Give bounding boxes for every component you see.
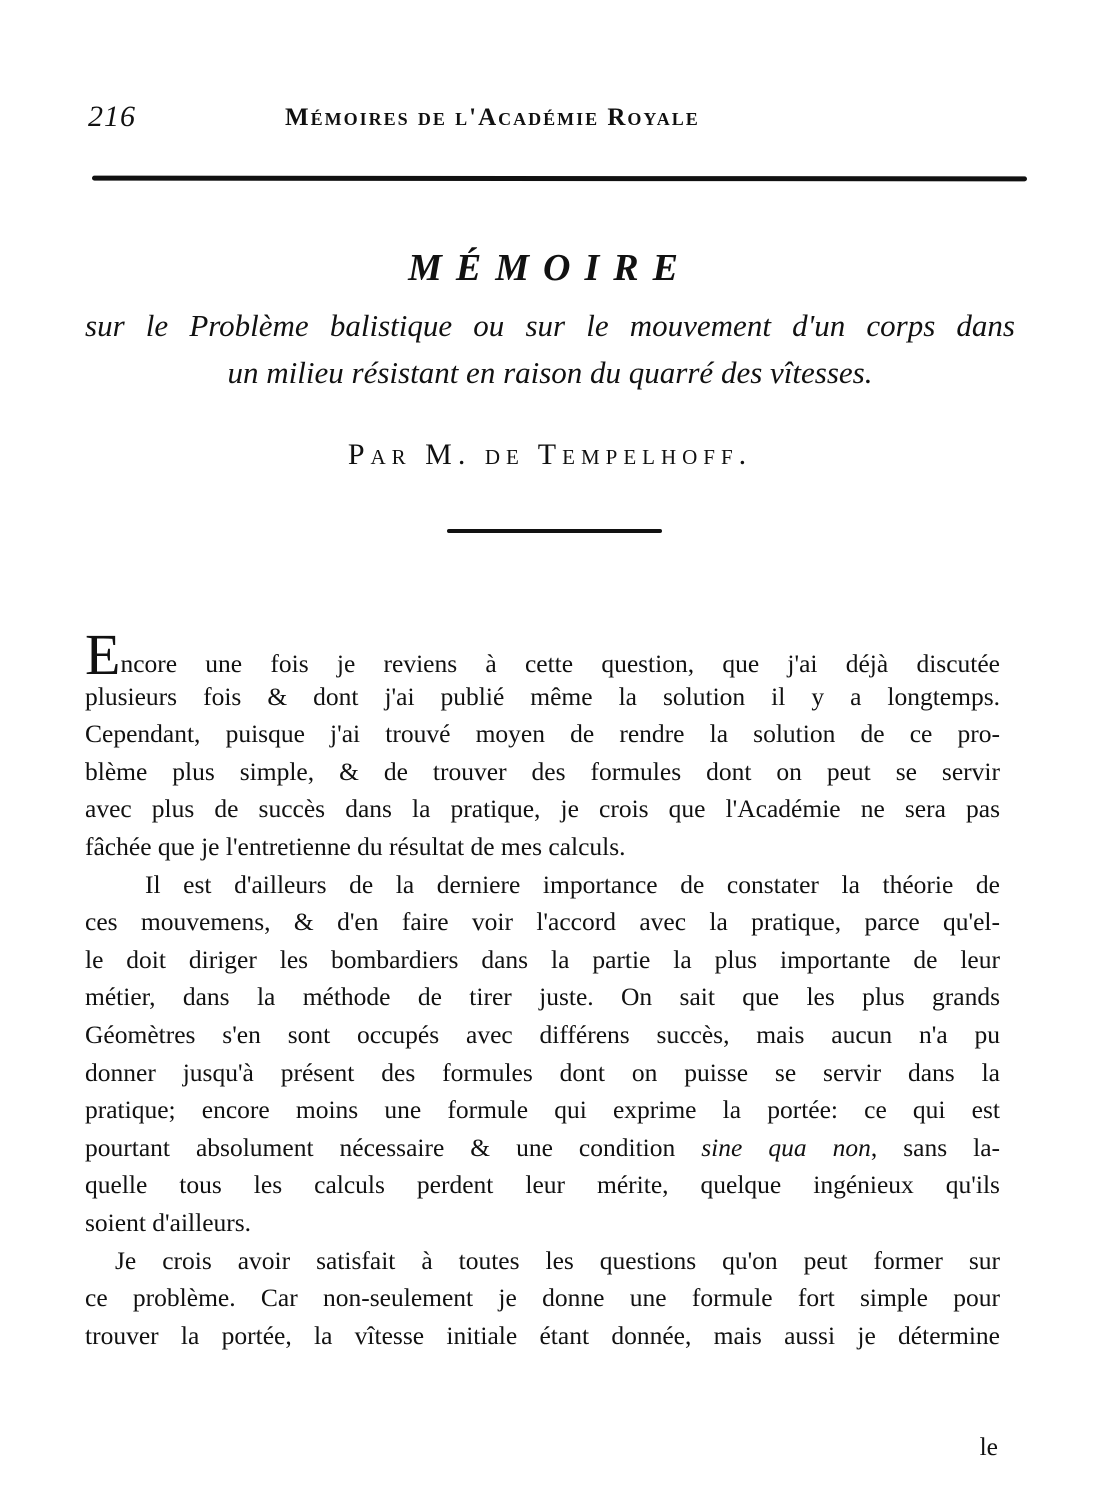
text-span: ncore une fois je reviens à cette question, que j'ai déjà discutée: [120, 649, 1000, 678]
text-line: métier, dans la méthode de tirer juste. On sait que les plus grands: [85, 982, 1000, 1012]
subtitle-line-2: un milieu résistant en raison du quarré des vîtesses.: [227, 355, 873, 390]
text-line: [85, 622, 1000, 687]
subtitle-line-1: sur le Problème balistique ou sur le mouvement d'un corps dans: [85, 308, 1015, 343]
text-line: blème plus simple, & de trouver des formules dont on peut se servir: [85, 756, 1000, 786]
drop-cap: E: [85, 622, 121, 687]
text-line: donner jusqu'à présent des formules dont on puisse se servir dans la: [85, 1057, 1000, 1087]
text-line: ces mouvemens, & d'en faire voir l'accord avec la pratique, parce qu'el-: [85, 907, 1000, 937]
text-line: ce problème. Car non-seulement je donne une formule fort simple pour: [85, 1283, 1000, 1313]
page-number: 216: [88, 100, 136, 133]
header-rule: [92, 176, 1027, 182]
latin-phrase: sine qua non: [701, 1132, 871, 1162]
body-text: [85, 622, 1001, 1354]
text-line: quelle tous les calculs perdent leur mérite, quelque ingénieux qu'ils: [85, 1170, 1000, 1200]
text-line: pratique; encore moins une formule qui exprime la portée: ce qui est: [85, 1095, 1000, 1125]
text-line: avec plus de succès dans la pratique, je crois que l'Académie ne sera pas: [85, 794, 1000, 824]
text-span: pourtant absolument nécessaire & une condition: [85, 1132, 702, 1162]
text-line: Cependant, puisque j'ai trouvé moyen de rendre la solution de ce pro-: [85, 719, 1000, 749]
text-line: Géomètres s'en sont occupés avec différens succès, mais aucun n'a pu: [85, 1019, 1000, 1049]
author-byline: Par M. de Tempelhoff.: [347, 438, 753, 471]
text-line: plusieurs fois & dont j'ai publié même la solution il y a longtemps.: [85, 681, 1000, 711]
text-line: soient d'ailleurs.: [85, 1207, 252, 1237]
text-line: Je crois avoir satisfait à toutes les questions qu'on peut former sur: [115, 1245, 1000, 1275]
running-title: Mémoires de l'Académie Royale: [285, 104, 700, 131]
text-line: fâchée que je l'entretienne du résultat de mes calculs.: [85, 831, 626, 861]
catchword: le: [979, 1432, 998, 1461]
text-line: le doit diriger les bombardiers dans la partie la plus importante de leur: [85, 944, 1000, 974]
text-line: trouver la portée, la vîtesse initiale étant donnée, mais aussi je détermine: [85, 1320, 1000, 1350]
text-line: [85, 1129, 1000, 1167]
running-head: [88, 100, 998, 140]
text-span: , sans la-: [870, 1132, 1001, 1162]
text-line: Il est d'ailleurs de la derniere importance de constater la théorie de: [145, 869, 1000, 899]
section-rule: [447, 529, 662, 533]
memoir-title: MÉMOIRE: [408, 247, 692, 289]
